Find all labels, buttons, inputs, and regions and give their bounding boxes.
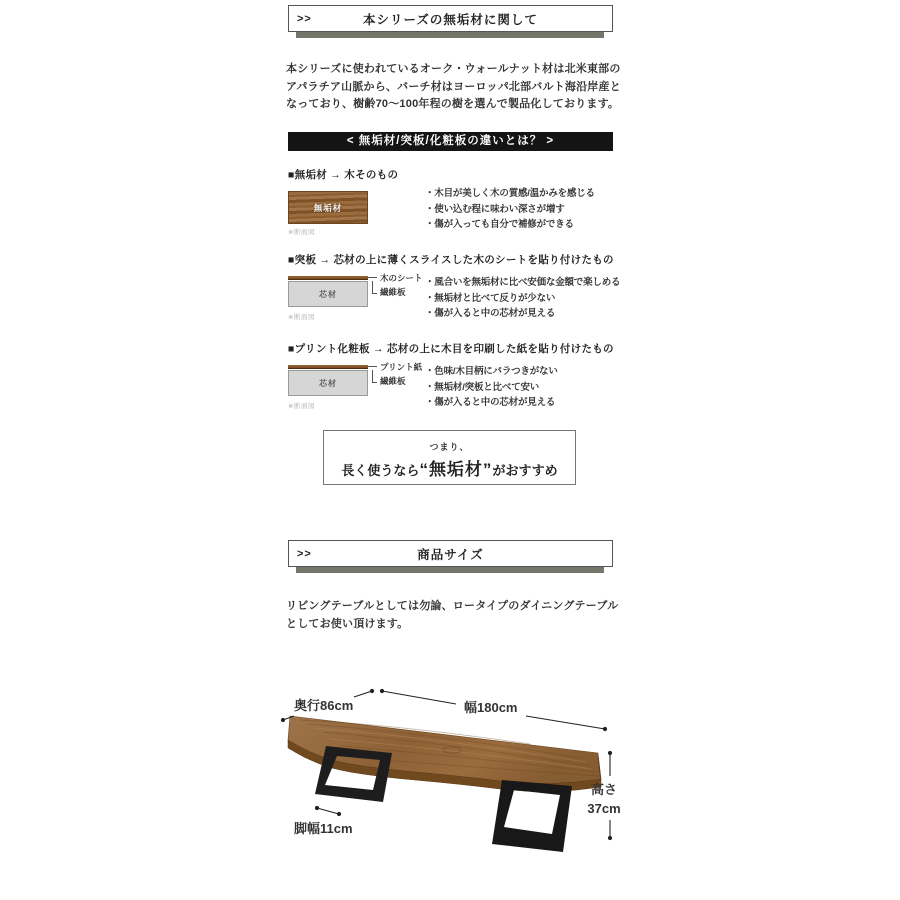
summary-intro: つまり、 xyxy=(429,442,470,452)
core-board xyxy=(288,281,368,307)
dim-dot xyxy=(337,812,341,816)
section-header-box xyxy=(288,540,613,567)
core-label: 芯材 xyxy=(319,378,337,388)
section-header-box xyxy=(288,5,613,32)
height-dimension-label-1: 高さ xyxy=(590,782,618,797)
dim-dot xyxy=(380,689,384,693)
bullet-list-print xyxy=(425,364,620,411)
summary-box xyxy=(323,430,576,485)
leg-dimension-line xyxy=(317,808,339,814)
cross-section-caption: ※断面図 xyxy=(288,403,315,410)
summary-highlight: “無垢材” xyxy=(419,460,493,479)
core-board xyxy=(288,370,368,396)
width-dimension-label: 幅180cm xyxy=(464,700,518,715)
leader-line xyxy=(367,366,377,367)
bullet-item: ・無垢材/突板と比べて安い xyxy=(425,381,540,393)
bracket-line xyxy=(372,370,377,383)
wood-sheet-label: 木のシート xyxy=(380,273,423,283)
intro-paragraph: 本シリーズに使われているオーク・ウォールナット材は北米東部のアパラチア山脈から、バーチ材はヨーロッパ北部バルト海沿岸産となっており、樹齢70〜100年程の樹を選んで製品化しております。 xyxy=(286,63,621,110)
table-leg-left xyxy=(315,746,392,802)
leader-line xyxy=(367,277,377,278)
bullet-item: ・使い込む程に味わい深さが増す xyxy=(425,203,565,215)
leg-dimension-label: 脚幅11cm xyxy=(294,821,353,836)
bullet-item: ・木目が美しく木の質感/温かみを感じる xyxy=(425,188,595,199)
difference-title-bar: < 無垢材/突板/化粧板の違いとは？ > xyxy=(288,132,613,151)
material-heading-print: ■プリント化粧板 → 芯材の上に木目を印刷した紙を貼り付けたもの xyxy=(288,343,614,355)
size-description: リビングテーブルとしては勿論、ロータイプのダイニングテーブルとしてお使い頂けます。 xyxy=(286,600,619,630)
bullet-list-solid xyxy=(425,186,620,233)
dim-dot xyxy=(315,806,319,810)
dim-dot xyxy=(370,689,374,693)
table-illustration xyxy=(230,668,670,878)
material-heading-veneer: ■突板 → 芯材の上に薄くスライスした木のシートを貼り付けたもの xyxy=(288,254,614,266)
table-leg-right xyxy=(492,780,572,852)
veneer-diagram xyxy=(288,274,448,307)
summary-suffix: がおすすめ xyxy=(492,463,558,478)
depth-dimension-label: 奥行86cm xyxy=(294,698,354,713)
section-title: 本シリーズの無垢材に関して xyxy=(363,12,538,27)
wood-sheet-layer xyxy=(288,276,368,280)
dim-dot xyxy=(608,751,612,755)
bullet-list-veneer xyxy=(425,275,620,322)
bullet-item: ・風合いを無垢材に比べ安価な金額で楽しめる xyxy=(425,277,621,288)
dim-dot xyxy=(603,727,607,731)
fiberboard-label: 繊維板 xyxy=(380,287,406,297)
cross-section-caption: ※断面図 xyxy=(288,314,315,321)
cross-section-caption: ※断面図 xyxy=(288,229,315,236)
section-header-solid-wood xyxy=(288,5,613,32)
print-paper-label: プリント紙 xyxy=(380,362,423,372)
core-label: 芯材 xyxy=(319,289,337,299)
bullet-item: ・傷が入ると中の芯材が見える xyxy=(425,308,556,319)
product-figure xyxy=(230,668,670,878)
summary-prefix: 長く使うなら xyxy=(341,463,420,478)
summary-main xyxy=(324,455,575,480)
wood-sample-label: 無垢材 xyxy=(313,202,343,213)
wood-sample-image xyxy=(288,191,368,224)
dim-dot xyxy=(608,836,612,840)
bullet-item: ・傷が入っても自分で補修ができる xyxy=(425,219,574,230)
print-board-diagram xyxy=(288,363,448,396)
print-paper-layer xyxy=(288,365,368,369)
bullet-item: ・傷が入ると中の芯材が見える xyxy=(425,397,556,408)
material-heading-solid: ■無垢材 → 木そのもの xyxy=(288,169,399,181)
section-header-product-size xyxy=(288,540,613,567)
fiberboard-label: 繊維板 xyxy=(380,376,406,386)
height-dimension-label-2: 37cm xyxy=(587,801,621,816)
bullet-item: ・色味/木目柄にバラつきがない xyxy=(425,366,558,377)
dim-dot xyxy=(281,718,285,722)
bracket-line xyxy=(372,281,377,294)
chevrons-icon: >> xyxy=(297,12,312,25)
section-title: 商品サイズ xyxy=(417,547,484,562)
chevrons-icon: >> xyxy=(297,547,312,560)
bullet-item: ・無垢材と比べて反りが少ない xyxy=(425,292,556,304)
